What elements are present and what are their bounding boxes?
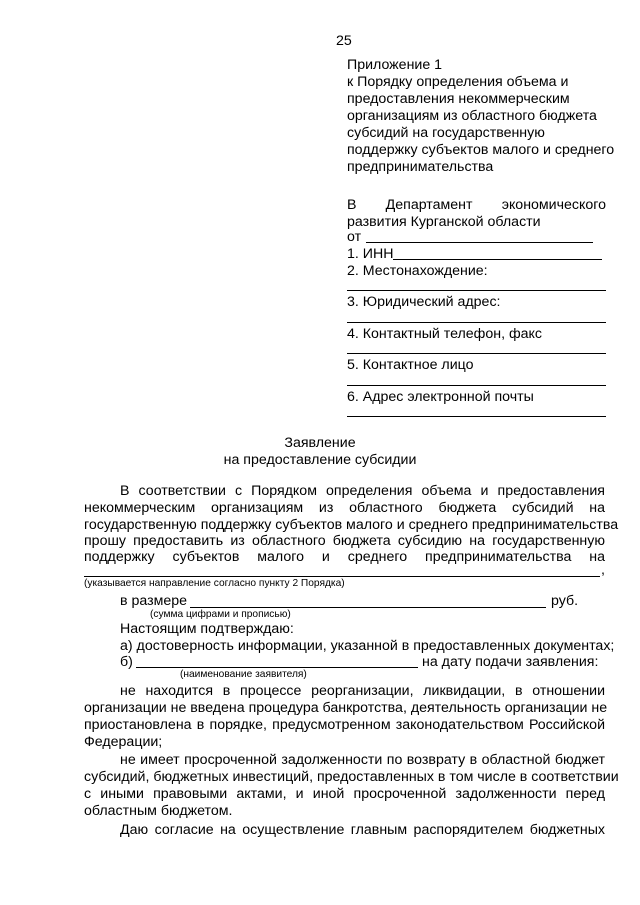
paragraph-line: не находится в процессе реорганизации, ликвидации, в отношении	[120, 683, 605, 699]
from-field-line[interactable]	[366, 242, 593, 243]
appendix-title: Приложение 1	[347, 57, 443, 73]
paragraph-line: субсидий, бюджетных инвестиций, предоставленных в том числе в соответствии	[84, 769, 619, 785]
inn-label: 1. ИНН	[347, 246, 394, 262]
item-a: а) достоверность информации, указанной в предоставленных документах;	[120, 638, 615, 654]
confirm-label: Настоящим подтверждаю:	[120, 621, 294, 637]
contact-person-field-line[interactable]	[347, 385, 606, 386]
from-label: от	[347, 229, 362, 245]
paragraph-line: прошу предоставить из областного бюджета субсидию на государственную	[84, 533, 605, 549]
comma: ,	[601, 562, 605, 578]
paragraph-line: государственную поддержку субъектов малого и среднего предпринимательства	[84, 517, 619, 533]
recipient-line: В Департамент экономического	[347, 197, 606, 213]
statement-subtitle: на предоставление субсидии	[223, 452, 417, 468]
hint-applicant: (наименование заявителя)	[180, 669, 307, 680]
direction-field-line[interactable]	[84, 576, 600, 577]
legal-address-field-line[interactable]	[347, 322, 606, 323]
hint-direction: (указывается направление согласно пункту 2 Порядка)	[84, 578, 345, 589]
phone-fax-field-line[interactable]	[347, 353, 606, 354]
appendix-line: организациям из областного бюджета	[347, 108, 597, 124]
paragraph-line: В соответствии с Порядком определения объема и предоставления	[120, 483, 605, 499]
amount-label: в размере	[120, 593, 188, 609]
statement-title: Заявление	[284, 435, 356, 451]
paragraph-line: не имеет просроченной задолженности по возврату в областной бюджет	[120, 752, 605, 768]
email-label: 6. Адрес электронной почты	[347, 389, 534, 405]
paragraph-line: областным бюджетом.	[84, 803, 233, 819]
paragraph-line: организации не введена процедура банкротства, деятельность организации не	[84, 700, 608, 716]
amount-unit: руб.	[551, 593, 579, 609]
item-b-prefix: б)	[120, 654, 133, 670]
legal-address-label: 3. Юридический адрес:	[347, 294, 501, 310]
amount-field-line[interactable]	[190, 607, 546, 608]
page-number: 25	[336, 33, 352, 49]
applicant-field-line[interactable]	[136, 667, 418, 668]
recipient-line: развития Курганской области	[347, 214, 541, 230]
email-field-line[interactable]	[347, 416, 606, 417]
paragraph-line: с иными правовыми актами, и иной просроченной задолженности перед	[84, 786, 605, 802]
inn-field-line[interactable]	[393, 259, 602, 260]
location-field-line[interactable]	[347, 290, 606, 291]
appendix-line: предоставления некоммерческим	[347, 91, 570, 107]
location-label: 2. Местонахождение:	[347, 263, 488, 279]
appendix-line: предпринимательства	[347, 159, 494, 175]
paragraph-line: поддержку субъектов малого и среднего предпринимательства на	[84, 549, 605, 565]
item-b-suffix: на дату подачи заявления:	[422, 654, 599, 670]
paragraph-line: Федерации;	[84, 734, 163, 750]
paragraph-line: некоммерческим организациям из областного бюджета субсидий на	[84, 500, 605, 516]
appendix-line: субсидий на государственную	[347, 125, 545, 141]
appendix-line: к Порядку определения объема и	[347, 74, 569, 90]
appendix-line: поддержку субъектов малого и среднего	[347, 142, 615, 158]
paragraph-line: Даю согласие на осуществление главным распорядителем бюджетных	[120, 822, 605, 838]
hint-amount: (сумма цифрами и прописью)	[150, 609, 291, 620]
phone-fax-label: 4. Контактный телефон, факс	[347, 326, 542, 342]
paragraph-line: приостановлена в порядке, предусмотренном законодательством Российской	[84, 717, 605, 733]
contact-person-label: 5. Контактное лицо	[347, 357, 474, 373]
